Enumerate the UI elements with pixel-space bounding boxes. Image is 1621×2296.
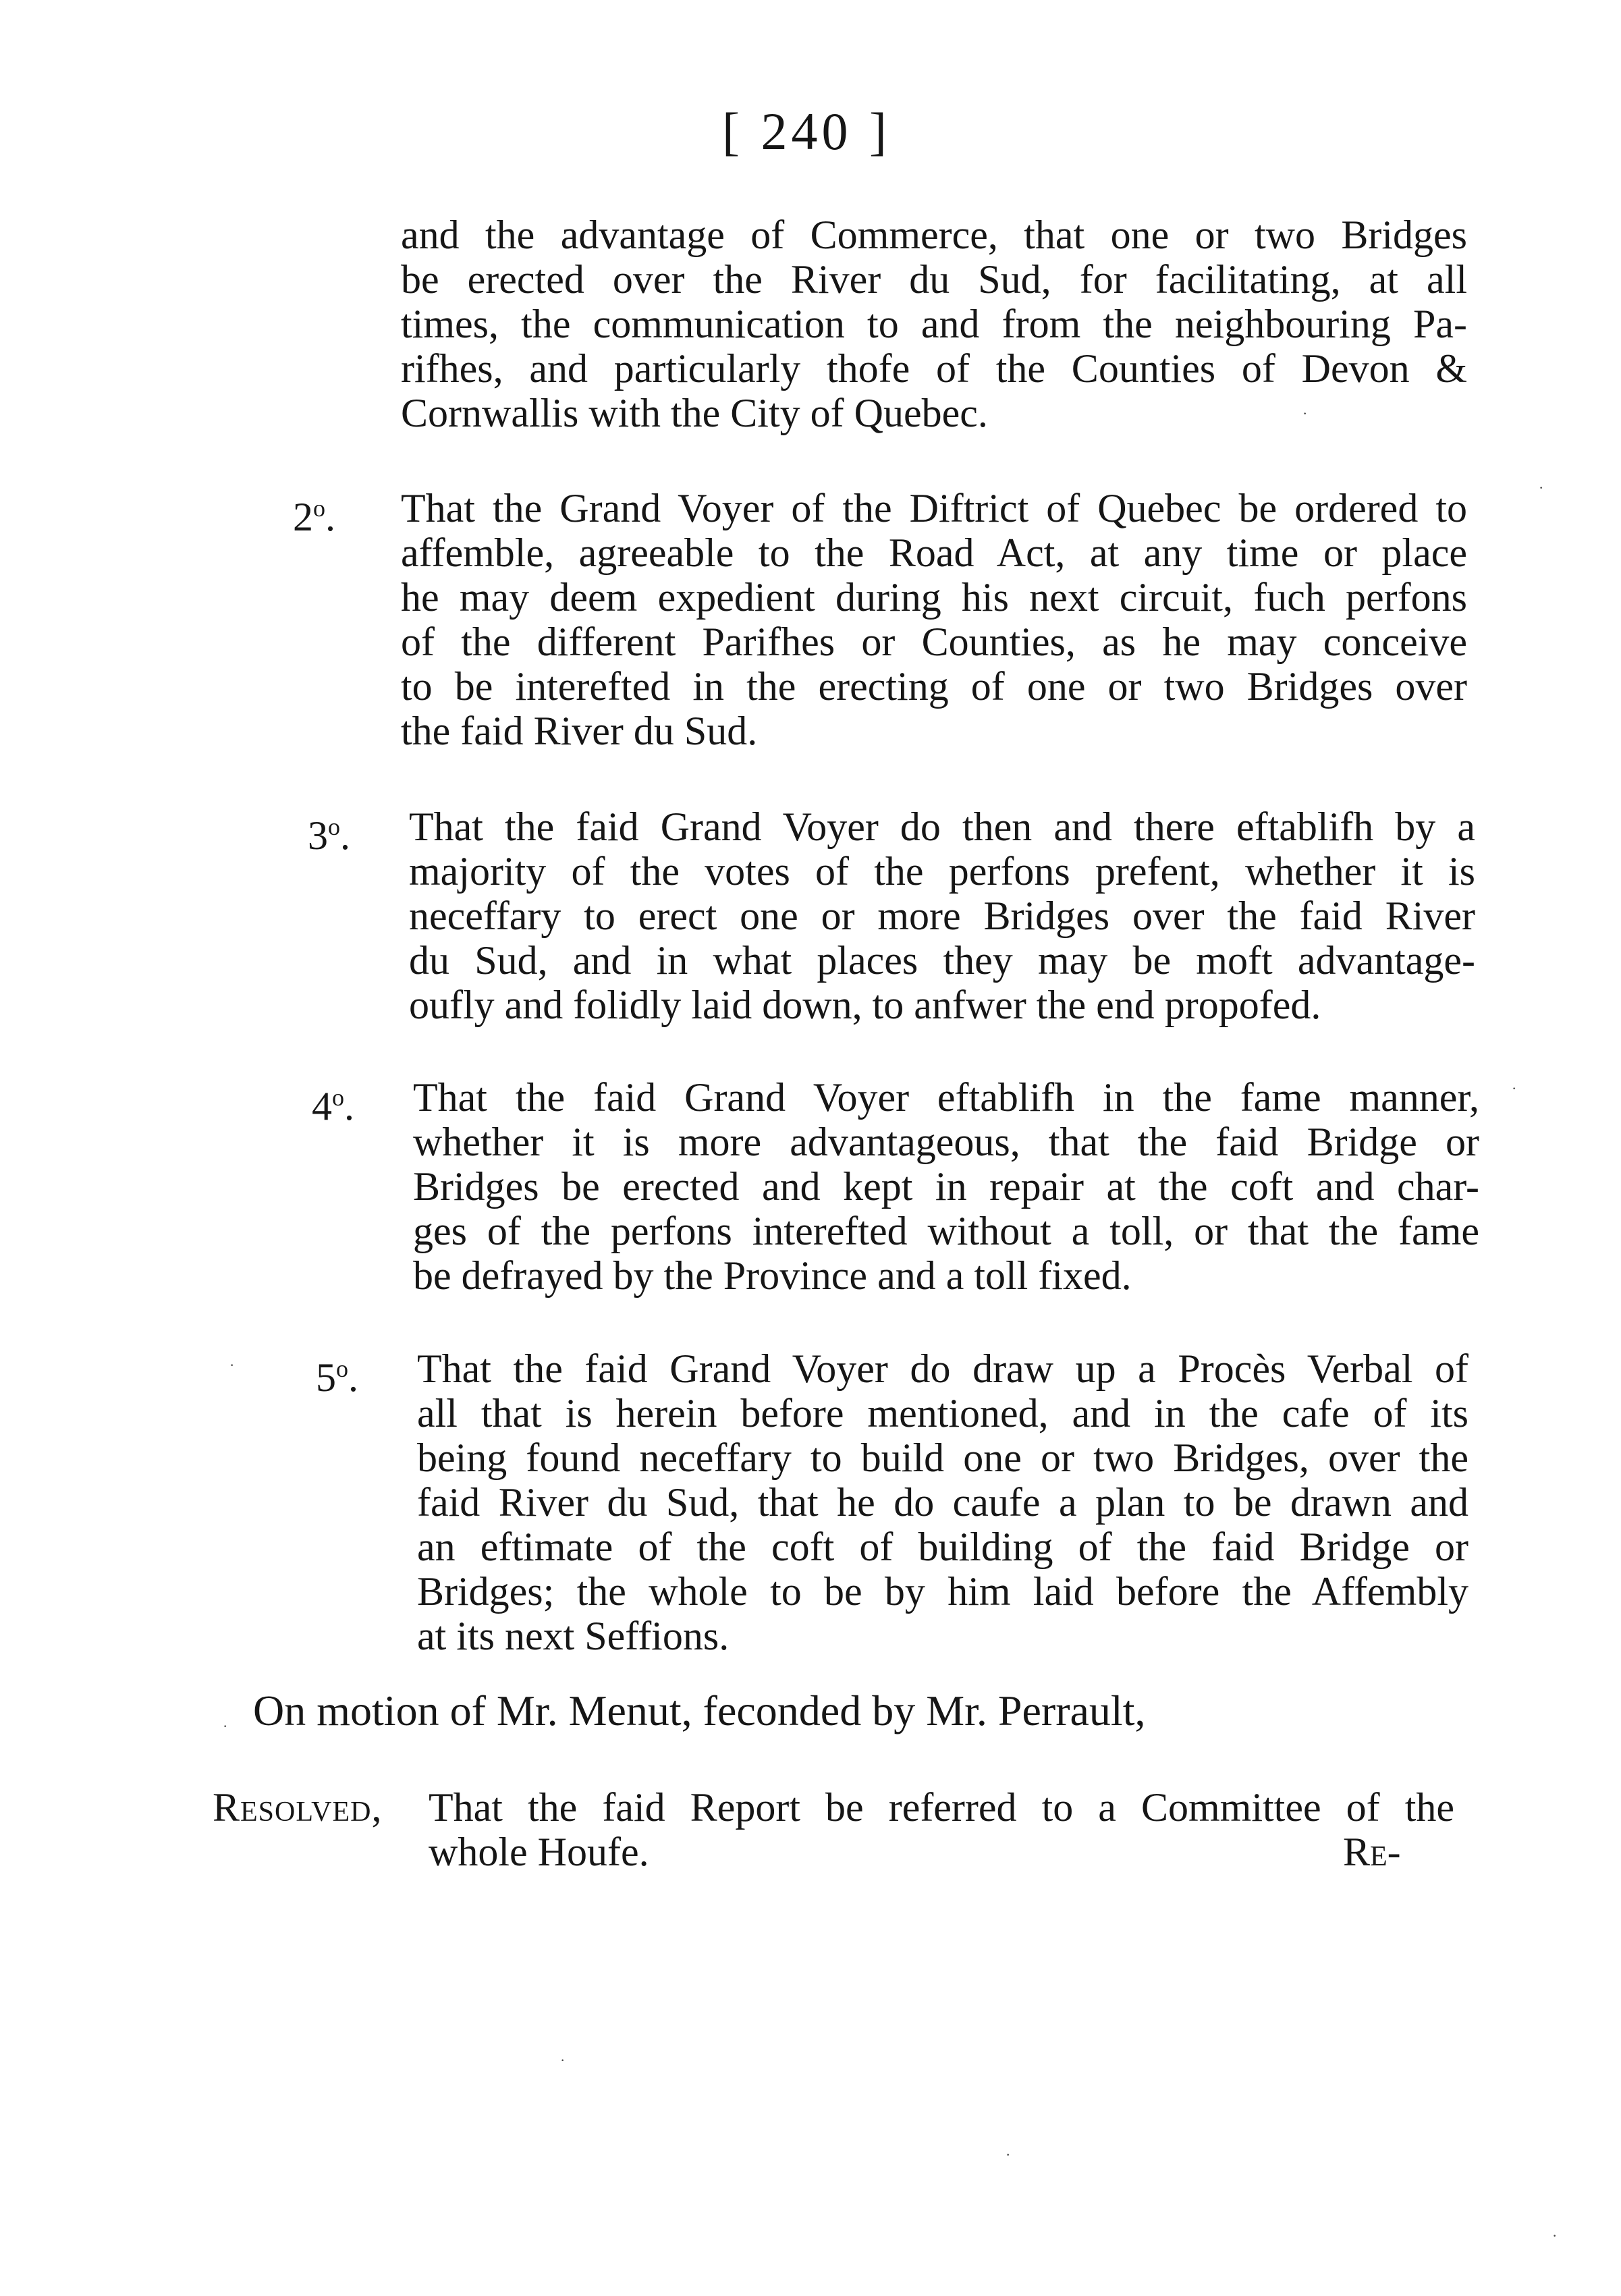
resolution-3	[308, 804, 1475, 1027]
scan-speck: ·	[1539, 479, 1544, 496]
text-line: times, the communication to and from the neighbouring Pa-	[401, 302, 1467, 346]
text-line: being found neceffary to build one or two Bridges, over the	[417, 1436, 1468, 1480]
scan-speck: ·	[223, 1718, 228, 1734]
text-line: whole Houfe.	[429, 1830, 649, 1874]
text-line: be defrayed by the Province and a toll fixed.	[413, 1253, 1132, 1298]
resolution-number: 4$^o$.	[312, 1084, 354, 1128]
text-line: rifhes, and particularly thofe of the Counties of Devon &	[401, 346, 1467, 391]
scan-speck: ·	[1302, 405, 1308, 422]
text-line: majority of the votes of the perfons prefent, whether it is	[409, 849, 1475, 894]
resolution-number: 2$^o$.	[293, 495, 335, 539]
text-line: of the different Parifhes or Counties, as he may conceive	[401, 620, 1467, 664]
text-line: be erected over the River du Sud, for facilitating, at all	[401, 257, 1467, 302]
text-line: at its next Seffions.	[417, 1614, 730, 1658]
text-line: he may deem expedient during his next circuit, fuch perfons	[401, 575, 1467, 620]
resolution-5	[316, 1346, 1468, 1658]
resolution-number: 3$^o$.	[308, 813, 350, 858]
text-line: neceffary to erect one or more Bridges over the faid River	[409, 894, 1475, 938]
scan-speck: ·	[1512, 1080, 1517, 1097]
text-line: an eftimate of the coft of building of the faid Bridge or	[417, 1525, 1468, 1569]
text-line: ges of the perfons interefted without a toll, or that the fame	[413, 1209, 1479, 1253]
text-line: faid River du Sud, that he do caufe a plan to be drawn and	[417, 1480, 1468, 1525]
scan-speck: ·	[229, 1357, 235, 1373]
scan-speck: ·	[1006, 2146, 1011, 2163]
text-line: oufly and folidly laid down, to anfwer the end propofed.	[409, 983, 1321, 1027]
text-line: and the advantage of Commerce, that one or two Bridges	[401, 213, 1467, 257]
text-line: That the faid Grand Voyer do draw up a Procès Verbal of	[417, 1346, 1468, 1391]
text-line: That the faid Grand Voyer do then and there eftablifh by a	[409, 804, 1475, 849]
page-number: [ 240 ]	[722, 102, 891, 161]
text-line: That the faid Grand Voyer eftablifh in the fame manner,	[413, 1075, 1479, 1120]
catchword: Re-	[1343, 1830, 1401, 1874]
resolution-4	[312, 1075, 1479, 1298]
resolution-2	[293, 486, 1467, 753]
text-line: Bridges; the whole to be by him laid before the Affembly	[417, 1569, 1468, 1614]
motion-line: On motion of Mr. Menut, feconded by Mr. Perrault,	[253, 1687, 1146, 1734]
text-line: affemble, agreeable to the Road Act, at any time or place	[401, 530, 1467, 575]
text-line: whether it is more advantageous, that the faid Bridge or	[413, 1120, 1479, 1164]
text-line: all that is herein before mentioned, and in the cafe of its	[417, 1391, 1468, 1436]
text-line: to be interefted in the erecting of one or two Bridges over	[401, 664, 1467, 709]
resolved-label: Resolved,	[213, 1785, 383, 1830]
resolution-number: 5$^o$.	[316, 1355, 358, 1400]
resolved-paragraph	[429, 1785, 1454, 1874]
text-line: du Sud, and in what places they may be moft advantage-	[409, 938, 1475, 983]
text-line: That the Grand Voyer of the Diftrict of Quebec be ordered to	[401, 486, 1467, 530]
scan-speck: ·	[1552, 2227, 1558, 2244]
text-line: That the faid Report be referred to a Committee of the	[429, 1785, 1454, 1830]
text-line: Cornwallis with the City of Quebec.	[401, 391, 988, 435]
text-line: Bridges be erected and kept in repair at the coft and char-	[413, 1164, 1479, 1209]
text-line: the faid River du Sud.	[401, 709, 758, 753]
scan-speck: ·	[560, 2052, 566, 2069]
continuation-paragraph	[401, 213, 1467, 435]
